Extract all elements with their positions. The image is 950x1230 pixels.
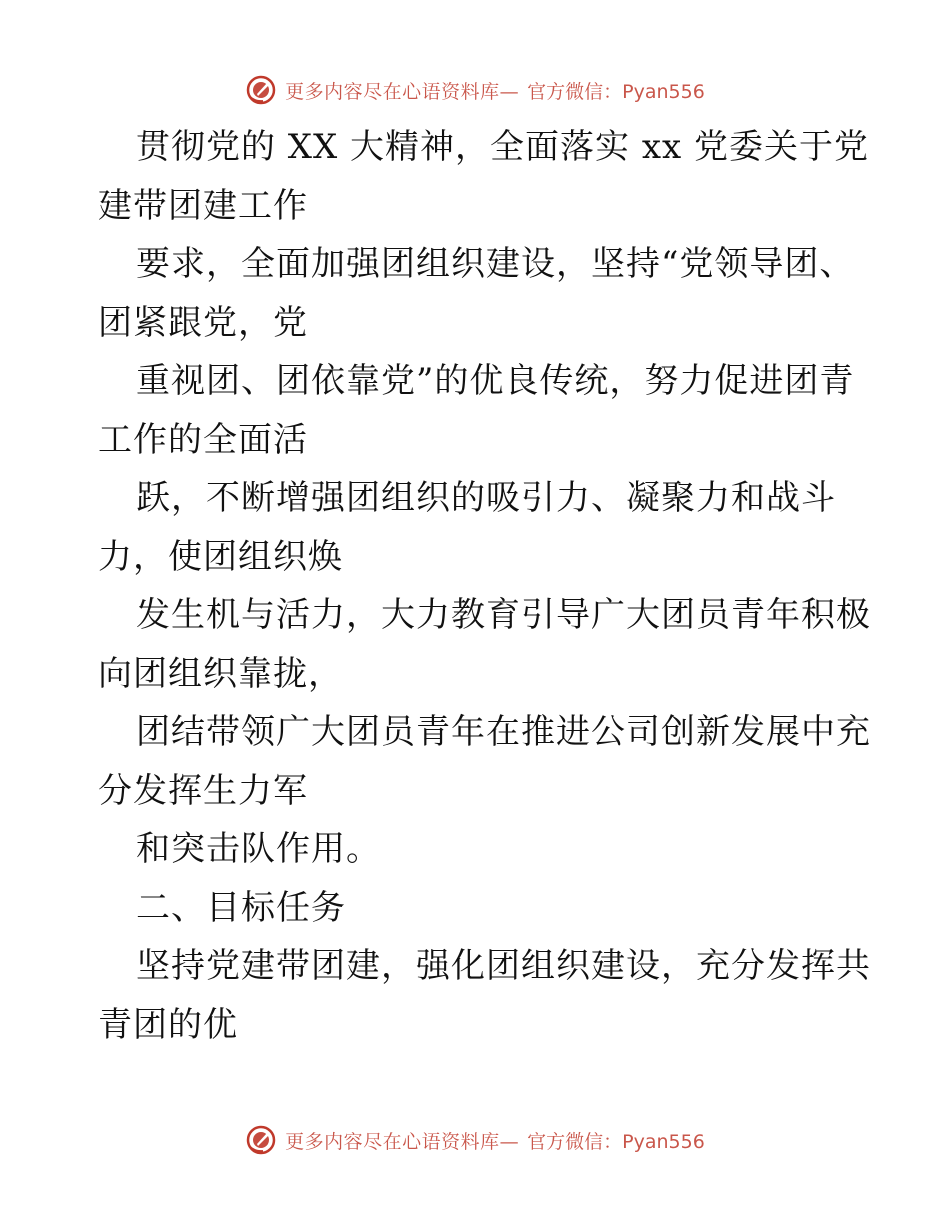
text-line: 要求，全面加强团组织建设，坚持“党领导团、 [136,244,855,284]
footer-watermark [0,1120,950,1160]
text-line: 向团组织靠拢， [98,653,343,694]
text-line: 工作的全面活 [98,419,308,460]
header-watermark [0,70,950,110]
text-line: 发生机与活力，大力教育引导广大团员青年积极 [136,595,871,635]
document-body [98,118,871,1054]
text-line: 团紧跟党，党 [98,302,308,343]
text-line: 团结带领广大团员青年在推进公司创新发展中充 [136,712,871,752]
pen-nib-circle-icon [245,74,277,106]
watermark-text: 更多内容尽在心语资料库— [285,80,520,103]
text-line: 青团的优 [98,1004,238,1045]
text-line: 建带团建工作 [98,185,308,226]
text-line: 分发挥生力军 [98,770,308,811]
watermark-text: 更多内容尽在心语资料库— [285,1130,520,1153]
text-line: 重视团、团依靠党”的优良传统，努力促进团青 [136,361,855,401]
text-line: 贯彻党的 XX 大精神，全面落实 xx 党委关于党 [136,127,869,167]
watermark-wechat: 官方微信：Pyan556 [527,80,705,103]
pen-nib-circle-icon [245,1124,277,1156]
text-line: 跃，不断增强团组织的吸引力、凝聚力和战斗 [136,478,836,518]
text-line: 和突击队作用。 [136,829,381,869]
watermark-wechat: 官方微信：Pyan556 [527,1130,705,1153]
section-heading: 二、目标任务 [136,887,346,928]
text-line: 力，使团组织焕 [98,536,343,577]
text-line: 坚持党建带团建，强化团组织建设，充分发挥共 [136,946,871,986]
